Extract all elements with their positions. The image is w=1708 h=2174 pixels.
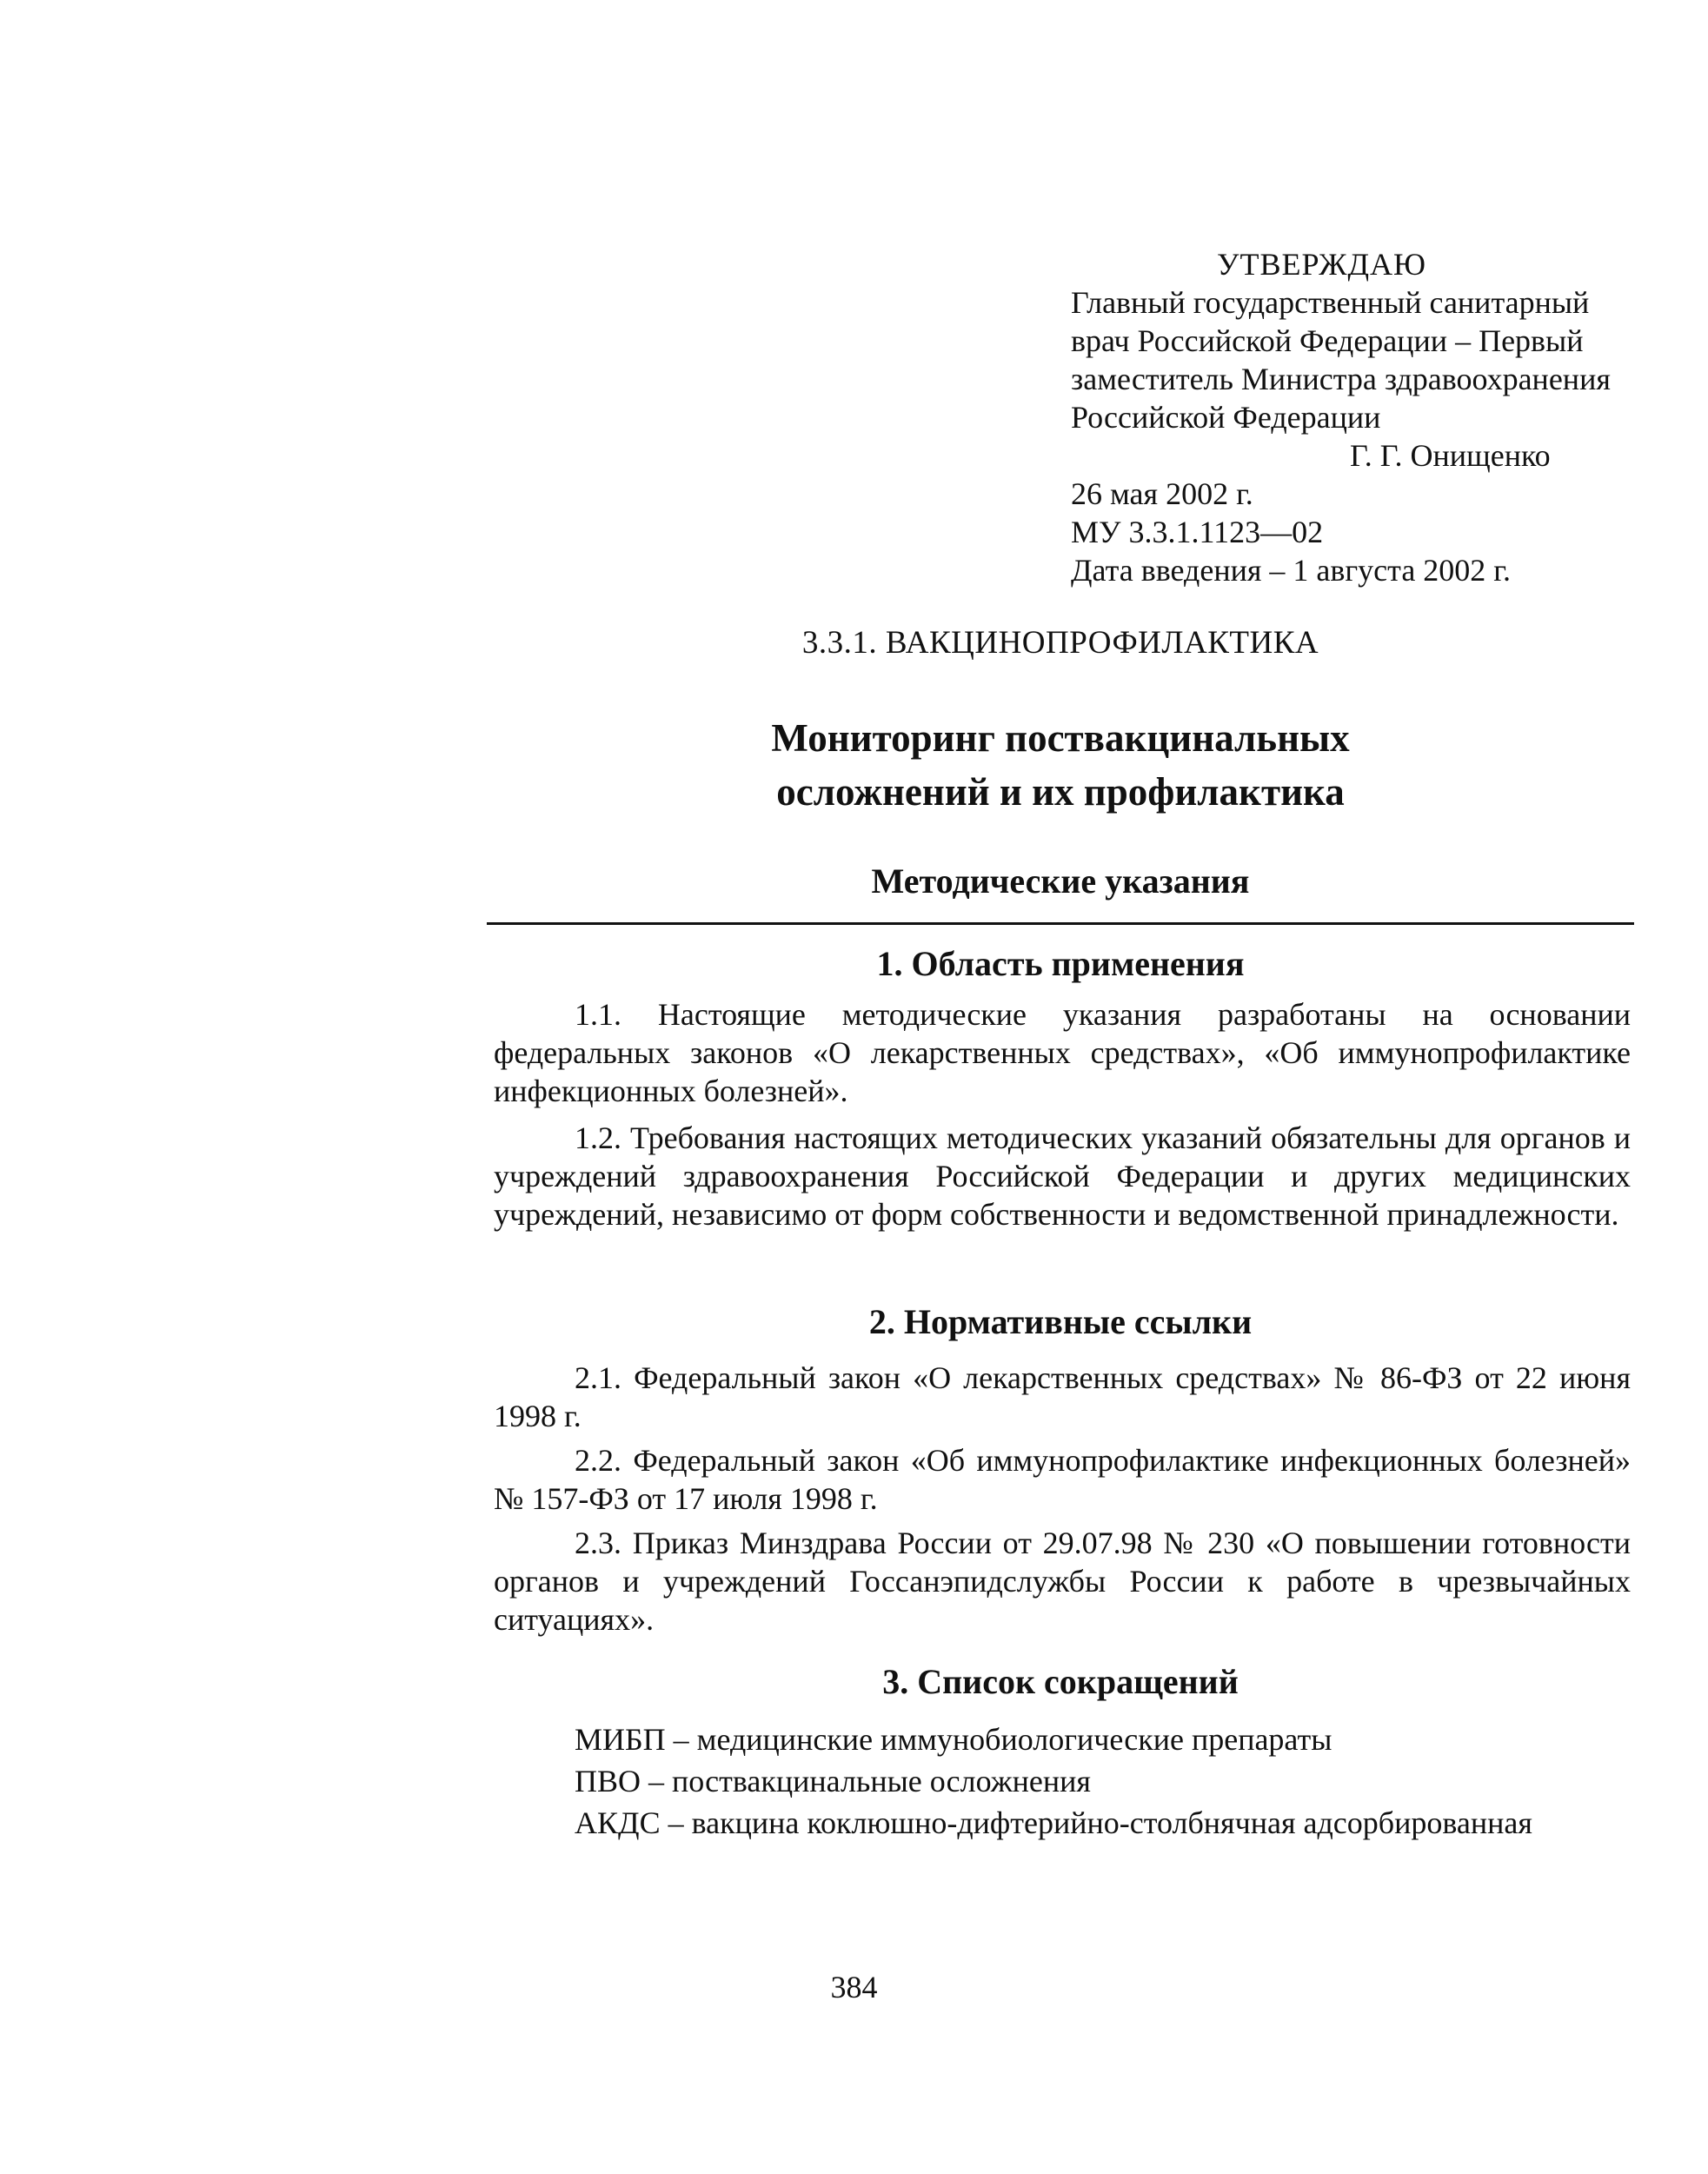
paragraph-2-3: 2.3. Приказ Минздрава России от 29.07.98 № 230 «О повышении готовности органов и учреждений Госсанэпидслужбы России к работе в чрезвычайных ситуациях». (494, 1526, 1631, 1637)
abbreviation-item: АКДС – вакцина коклюшно-дифтерийно-столбнячная адсорбированная (575, 1805, 1532, 1840)
approval-line: врач Российской Федерации – Первый (1071, 323, 1584, 358)
section-heading-abbreviations: 3. Список сокращений (882, 1662, 1239, 1701)
paragraph-1-2: 1.2. Требования настоящих методических указаний обязательны для органов и учреждений здравоохранения Российской Федерации и других медицинских учреждений, независимо от форм собственности и ведомственной принадлежности. (494, 1120, 1631, 1232)
paragraph-2-1: 2.1. Федеральный закон «О лекарственных средствах» № 86-ФЗ от 22 июня 1998 г. (494, 1360, 1631, 1433)
title-line: осложнений и их профилактика (776, 770, 1345, 814)
abbreviation-item: МИБП – медицинские иммунобиологические препараты (575, 1722, 1333, 1757)
document-code: МУ 3.3.1.1123—02 (1071, 515, 1324, 549)
section-heading-references: 2. Нормативные ссылки (868, 1302, 1253, 1341)
document-title (487, 711, 1634, 819)
paragraph-1-1: 1.1. Настоящие методические указания разработаны на основании федеральных законов «О лекарственных средствах», «Об иммунопрофилактике инфекционных болезней». (494, 997, 1631, 1108)
abbreviation-item: ПВО – поствакцинальные осложнения (575, 1764, 1091, 1798)
approval-line: Главный государственный санитарный (1071, 285, 1590, 320)
document-type: Методические указания (871, 861, 1250, 901)
approval-heading: УТВЕРЖДАЮ (1217, 247, 1427, 282)
effective-date: Дата введения – 1 августа 2002 г. (1071, 553, 1512, 588)
section-code: 3.3.1. ВАКЦИНОПРОФИЛАКТИКА (801, 625, 1319, 661)
paragraph-2-2: 2.2. Федеральный закон «Об иммунопрофилактике инфекционных болезней» № 157-ФЗ от 17 июля 1998 г. (494, 1443, 1631, 1516)
horizontal-rule (487, 922, 1634, 925)
title-line: Мониторинг поствакцинальных (771, 716, 1350, 760)
approval-date: 26 мая 2002 г. (1071, 476, 1253, 511)
approval-line: заместитель Министра здравоохранения (1071, 362, 1611, 396)
approval-line: Российской Федерации (1071, 400, 1381, 435)
signer-name: Г. Г. Онищенко (1350, 438, 1551, 473)
section-heading-scope: 1. Область применения (876, 944, 1245, 983)
page-number: 384 (830, 1970, 878, 2004)
